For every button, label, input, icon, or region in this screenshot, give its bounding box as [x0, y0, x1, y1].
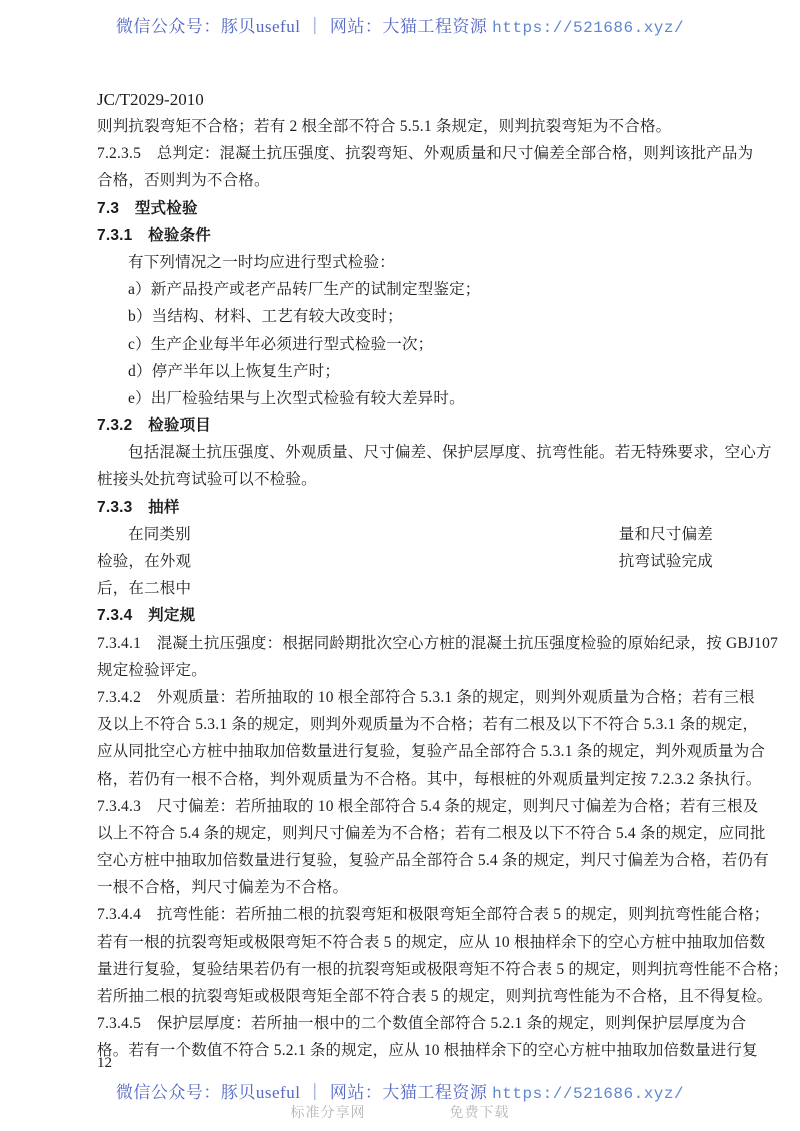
text-line: 格，若仍有一根不合格，判外观质量为不合格。其中，每根桩的外观质量判定按 7.2.3.2 条执行。: [97, 770, 762, 788]
text-line: 量进行复验，复验结果若仍有一根的抗裂弯矩或极限弯矩不符合表 5 的规定，则判抗弯性能不合格；: [97, 960, 789, 978]
section-heading: 7.3.1 检验条件: [97, 226, 211, 244]
free-download-label: 免费下载: [449, 1104, 510, 1120]
split-right-text: 量和尺寸偏差: [618, 525, 713, 543]
text-line: 7.3.4.5 保护层厚度：若所抽一根中的二个数值全部符合 5.2.1 条的规定，则判保护层厚度为合: [97, 1015, 747, 1033]
text-line: 若有一根的抗裂弯矩或极限弯矩不符合表 5 的规定，应从 10 根抽样余下的空心方桩中抽取加倍数: [97, 933, 766, 951]
text-line: e）出厂检验结果与上次型式检验有较大差异时。: [128, 389, 465, 407]
bottom-banner: [0, 1078, 800, 1103]
banner-separator: ｜: [306, 17, 324, 36]
wechat-label: 微信公众号：豚贝useful: [115, 17, 301, 36]
text-line: c）生产企业每半年必须进行型式检验一次；: [128, 335, 434, 353]
text-line: 以上不符合 5.4 条的规定，则判尺寸偏差为不合格；若有二根及以下不符合 5.4 条的规定，应同批: [97, 824, 766, 842]
text-line: 空心方桩中抽取加倍数量进行复验，复验产品全部符合 5.4 条的规定，判尺寸偏差为合格，若仍有: [97, 852, 769, 870]
text-line: 7.3.4.4 抗弯性能：若所抽二根的抗裂弯矩和极限弯矩全部符合表 5 的规定，则判抗弯性能合格；: [97, 906, 770, 924]
share-site-label: 标准分享网: [290, 1104, 366, 1120]
text-line: 及以上不符合 5.3.1 条的规定，则判外观质量为不合格；若有二根及以下不符合 5.3.1 条的规定，: [97, 716, 759, 734]
text-line: 有下列情况之一时均应进行型式检验：: [128, 253, 395, 271]
text-line: 7.3.4.2 外观质量：若所抽取的 10 根全部符合 5.3.1 条的规定，则判外观质量为合格；若有三根: [97, 688, 755, 706]
document-body: [97, 113, 789, 1065]
split-left-text: 在同类别: [128, 525, 191, 543]
text-line: 7.3.4.1 混凝土抗压强度：根据同龄期批次空心方桩的混凝土抗压强度检验的原始纪录，按 GBJ107: [97, 634, 779, 652]
wechat-label: 微信公众号：豚贝useful: [115, 1083, 301, 1102]
text-line: 应从同批空心方桩中抽取加倍数量进行复验，复验产品全部符合 5.3.1 条的规定，判外观质量为合: [97, 743, 766, 761]
site-url-link[interactable]: https://521686.xyz/: [492, 1085, 685, 1103]
watermark-row: [0, 1102, 800, 1122]
text-line: 后，在二根中: [97, 580, 192, 598]
text-line: 则判抗裂弯矩不合格；若有 2 根全部不符合 5.5.1 条规定，则判抗裂弯矩为不合格。: [97, 118, 672, 135]
text-line: b）当结构、材料、工艺有较大改变时；: [128, 308, 403, 326]
text-line: 7.2.3.5 总判定：混凝土抗压强度、抗裂弯矩、外观质量和尺寸偏差全部合格，则判该批产品为: [97, 145, 754, 163]
text-line: 规定检验评定。: [97, 661, 207, 679]
section-heading: 7.3.4 判定规: [97, 607, 196, 625]
split-right-text: 抗弯试验完成: [618, 553, 713, 570]
text-line: 包括混凝土抗压强度、外观质量、尺寸偏差、保护层厚度、抗弯性能。若无特殊要求，空心方: [128, 444, 772, 462]
doc-code: JC/T2029-2010: [97, 90, 204, 109]
site-label: 网站：大猫工程资源: [329, 1083, 488, 1102]
text-line: 7.3.4.3 尺寸偏差：若所抽取的 10 根全部符合 5.4 条的规定，则判尺寸偏差为合格；若有三根及: [97, 797, 759, 815]
text-line: d）停产半年以上恢复生产时；: [128, 362, 341, 380]
text-line: 格。若有一个数值不符合 5.2.1 条的规定，应从 10 根抽样余下的空心方桩中抽取加倍数量进行复: [97, 1042, 758, 1060]
text-line: [97, 521, 713, 548]
text-line: 若所抽二根的抗裂弯矩或极限弯矩全部不符合表 5 的规定，则判抗弯性能为不合格，且不得复检。: [97, 988, 773, 1005]
site-label: 网站：大猫工程资源: [329, 17, 488, 36]
section-heading: 7.3.2 检验项目: [97, 417, 211, 435]
text-line: [97, 548, 713, 575]
section-heading: 7.3.3 抽样: [97, 498, 180, 516]
top-banner: [0, 12, 800, 37]
split-left-text: 检验，在外观: [97, 553, 192, 570]
text-line: 一根不合格，判尺寸偏差为不合格。: [97, 879, 349, 897]
page-number: 12: [97, 1055, 112, 1071]
text-line: 合格，否则判为不合格。: [97, 172, 270, 190]
banner-separator: ｜: [306, 1083, 324, 1102]
section-heading: 7.3 型式检验: [97, 199, 198, 217]
site-url-link[interactable]: https://521686.xyz/: [492, 19, 685, 37]
text-line: 桩接头处抗弯试验可以不检验。: [97, 471, 317, 489]
text-line: a）新产品投产或老产品转厂生产的试制定型鉴定；: [128, 281, 481, 299]
